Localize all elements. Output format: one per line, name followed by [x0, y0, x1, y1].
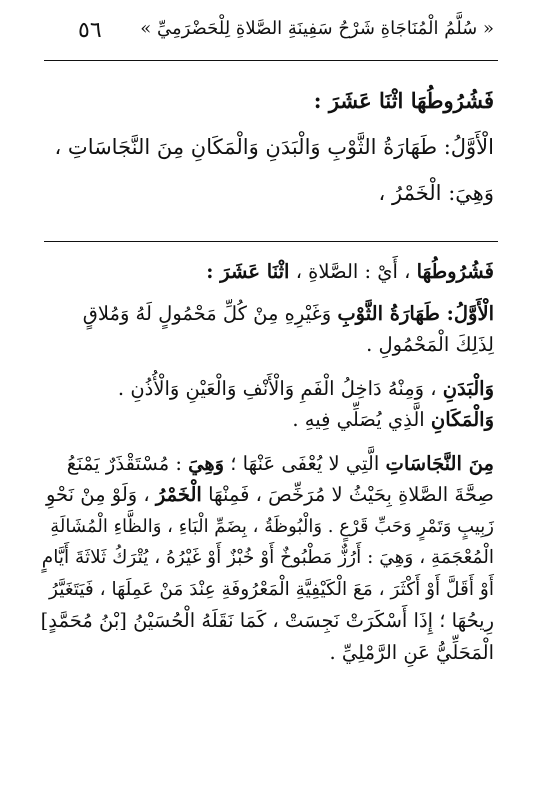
- sharh-text-fragment: ، وَمِنْهُ دَاخِلُ الْفَمِ وَالْأَنْفِ وَالْعَيْنِ وَالْأُذُنِ .: [117, 376, 437, 400]
- sharh-term: فَشُرُوطُهَا: [416, 260, 494, 283]
- sharh-line-2: [40, 298, 494, 330]
- sharh-text-fragment: الَّذِي يُصَلِّي فِيهِ .: [292, 408, 425, 431]
- matn-text: [40, 78, 494, 216]
- sharh-term: وَهِيَ: [188, 451, 225, 475]
- sharh-line-6: [40, 448, 494, 480]
- sharh-term: الْخَمْرُ: [155, 483, 202, 506]
- sharh-line-11: رِيحُهَا ؛ إِذَا أَسْكَرَتْ نَجِسَتْ ، كَمَا نَقَلَهُ الْحُسَيْنُ [بْنُ مُحَمَّدٍ]: [40, 609, 494, 632]
- section-separator-rule: [44, 241, 498, 242]
- sharh-term: اثْنَا عَشَرَ :: [206, 260, 290, 283]
- sharh-term: وَالْبَدَنِ: [442, 376, 494, 400]
- sharh-line-8: زَبِيبٍ وَتَمْرٍ وَحَبِّ قَرْعٍ . وَالْبُوظَةُ ، بِضَمِّ الْبَاءِ ، وَالظَّاءِ الْمُشَالَةِ: [50, 515, 494, 537]
- sharh-line-5: [40, 404, 494, 436]
- sharh-line-1: [40, 256, 494, 288]
- sharh-text-fragment: ، وَلَوْ مِنْ نَحْوِ: [45, 483, 150, 506]
- sharh-text-fragment: صِحَّةَ الصَّلاةِ بِحَيْثُ لا مُرَخِّصَ ، فَمِنْهَا: [208, 483, 494, 506]
- sharh-line-10: أَوْ أَقَلَّ أَوْ أَكْثَرَ ، مَعَ الْكَيْفِيَّةِ الْمَعْرُوفَةِ عِنْدَ مَنْ عَمِلَهَا ، فَيَتَغَيَّرُ: [49, 578, 494, 600]
- sharh-term: وَالْمَكَانِ: [430, 408, 494, 431]
- sharh-line-4: [40, 373, 494, 405]
- sharh-text-fragment: : مُسْتَقْذَرٌ يَمْنَعُ: [66, 451, 182, 475]
- page-header: [78, 16, 494, 46]
- matn-heading: فَشُرُوطُهَا اثْنَا عَشَرَ :: [313, 88, 494, 113]
- sharh-term: مِنَ النَّجَاسَاتِ: [385, 451, 494, 475]
- sharh-line-7: [40, 479, 494, 511]
- sharh-term: الْأَوَّلُ: طَهَارَةُ الثَّوْبِ: [337, 301, 494, 325]
- sharh-line-3: لِذَلِكَ الْمَحْمُولِ .: [366, 333, 494, 356]
- header-rule: [44, 60, 498, 61]
- sharh-text: [40, 256, 494, 668]
- sharh-line-12: الْمَحَلِّيُّ عَنِ الرَّمْلِيِّ .: [329, 640, 494, 664]
- page-number: ٥٦: [78, 18, 102, 43]
- sharh-text-fragment: ، أَيْ : الصَّلاةِ ،: [295, 260, 411, 283]
- sharh-line-9: الْمُعْجَمَةِ ، وَهِيَ : أَرُزٌّ مَطْبُوخٌ أَوْ خُبْزٌ أَوْ غَيْرُهُ ، يُتْرَكُ ثَلاثَةَ أَيَّامٍ: [41, 547, 494, 568]
- matn-line-1: الْأَوَّلُ: طَهَارَةُ الثَّوْبِ وَالْبَدَنِ وَالْمَكَانِ مِنَ النَّجَاسَاتِ ،: [54, 135, 494, 159]
- sharh-text-fragment: الَّتِي لا يُعْفَى عَنْهَا ؛: [230, 451, 380, 475]
- matn-line-2: وَهِيَ: الْخَمْرُ ،: [378, 181, 494, 205]
- sharh-text-fragment: وَغَيْرِهِ مِنْ كُلِّ مَحْمُولٍ لَهُ وَمُلاقٍ: [82, 301, 332, 325]
- book-title: « سُلَّمُ الْمُنَاجَاةِ شَرْحُ سَفِينَةِ الصَّلاةِ لِلْحَضْرَمِيِّ »: [140, 18, 494, 39]
